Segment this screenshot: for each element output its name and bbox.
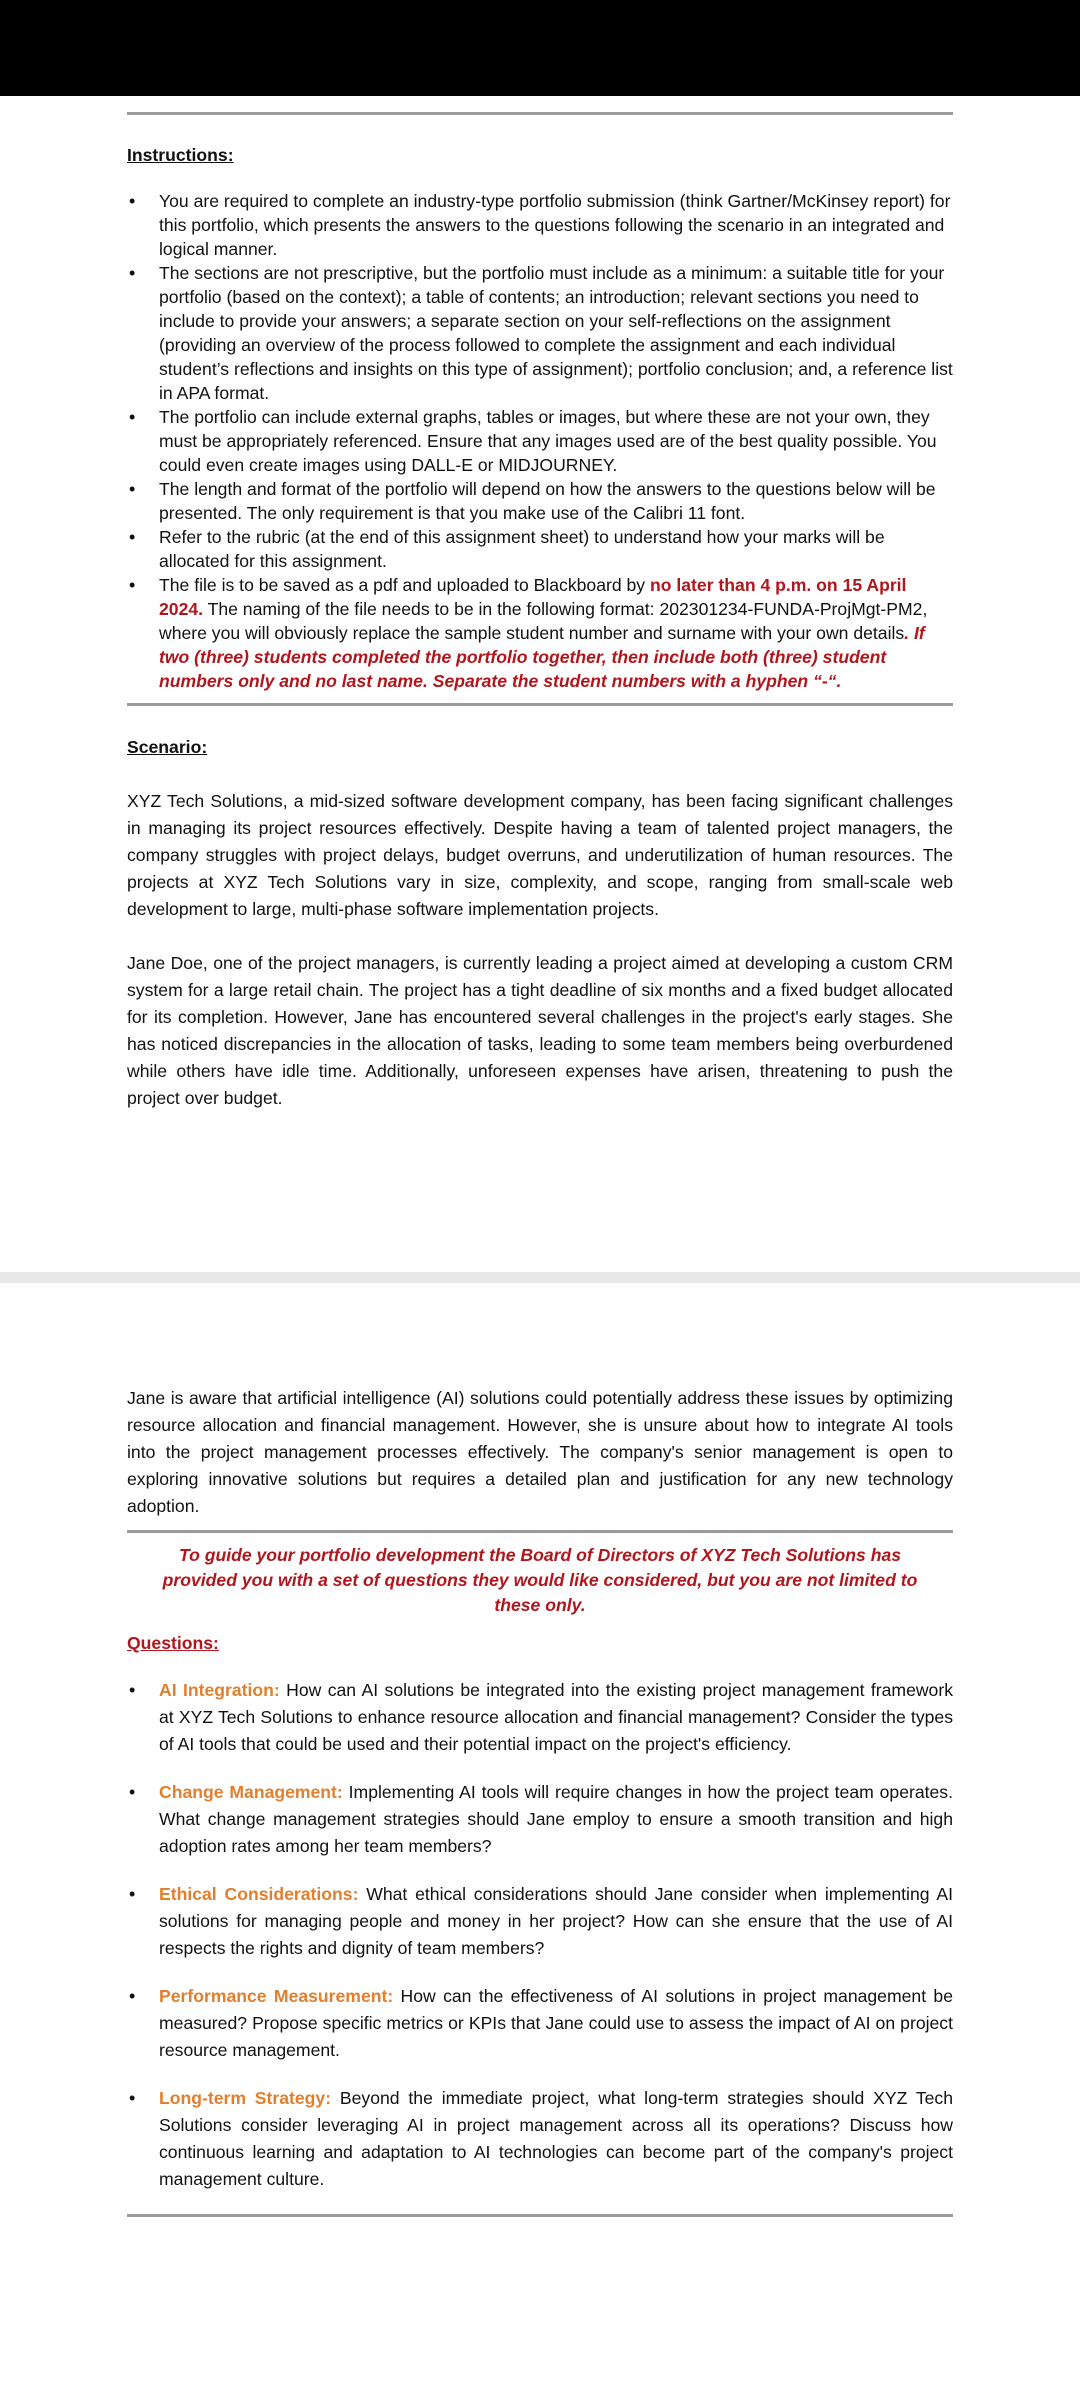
scenario-paragraph: Jane is aware that artificial intelligence (AI) solutions could potentially address these issues by optimizing resource allocation and financial management. However, she is unsure about how to integrate AI tools into the project management processes effectively. The company's senior management is open to exploring innovative solutions but requires a detailed plan and justification for any new technology adoption. [127, 1388, 953, 1516]
page-separator [0, 1272, 1080, 1283]
group-submission-note: If two (three) students completed the portfolio together, then include both (three) student numbers only and no last name. Separate the student numbers with a hyphen “-“. [159, 623, 925, 691]
question-label: Performance Measurement: [159, 1986, 394, 2006]
question-item: • Performance Measurement: How can the effectiveness of AI solutions in project management be measured? Propose specific metrics or KPIs that Jane could use to assess the impact of AI on project resource management. [127, 1983, 953, 2064]
question-label: AI Integration: [159, 1680, 280, 1700]
divider-guidance [127, 1530, 953, 1533]
divider-bottom [127, 2214, 953, 2217]
scenario-paragraph: XYZ Tech Solutions, a mid-sized software development company, has been facing significant challenges in managing its project resources effectively. Despite having a team of talented project managers, the company struggles with project delays, budget overruns, and underutilization of human resources. The projects at XYZ Tech Solutions vary in size, complexity, and scope, ranging from small-scale web development to large, multi-phase software implementation projects. [127, 791, 953, 919]
instructions-list [127, 189, 953, 693]
question-item: • Long-term Strategy: Beyond the immediate project, what long-term strategies should XYZ Tech Solutions consider leveraging AI in project management across all its operations? Discuss how continuous learning and adaptation to AI technologies can become part of the company's project management culture. [127, 2085, 953, 2193]
questions-list [127, 1677, 953, 2193]
deadline-text: no later than 4 p.m. on 15 April 2024. [159, 575, 907, 619]
list-item: • You are required to complete an industry-type portfolio submission (think Gartner/McKinsey report) for this portfolio, which presents the answers to the questions following the scenario in an integrated and logical manner. [127, 189, 953, 261]
list-item: • The sections are not prescriptive, but the portfolio must include as a minimum: a suitable title for your portfolio (based on the context); a table of contents; an introduction; relevant sections you need to include to provide your answers; a separate section on your self-reflections on the assignment (providing an overview of the process followed to complete the assignment and each individual student’s reflections and insights on this type of assignment); portfolio conclusion; and, a reference list in APA format. [127, 261, 953, 405]
list-item: • The portfolio can include external graphs, tables or images, but where these are not your own, they must be appropriately referenced. Ensure that any images used are of the best quality possible. You could even create images using DALL-E or MIDJOURNEY. [127, 405, 953, 477]
question-label: Long-term Strategy: [159, 2088, 332, 2108]
list-item-file-submission: • The file is to be saved as a pdf and uploaded to Blackboard by no later than 4 p.m. on 15 April 2024. The naming of the file needs to be in the following format: 202301234-FUNDA-ProjMgt-PM2, where you will obviously replace the sample student number and surname with your own details. If two (three) students completed the portfolio together, then include both (three) student numbers only and no last name. Separate the student numbers with a hyphen “-“. [127, 573, 953, 693]
scenario-heading: Scenario: [127, 737, 208, 757]
list-item: • The length and format of the portfolio will depend on how the answers to the questions below will be presented. The only requirement is that you make use of the Calibri 11 font. [127, 477, 953, 525]
scenario-paragraph: Jane Doe, one of the project managers, is currently leading a project aimed at developing a custom CRM system for a large retail chain. The project has a tight deadline of six months and a fixed budget allocated for its completion. However, Jane has encountered several challenges in the project's early stages. She has noticed discrepancies in the allocation of tasks, leading to some team members being overburdened while others have idle time. Additionally, unforeseen expenses have arisen, threatening to push the project over budget. [127, 953, 953, 1108]
list-item: • Refer to the rubric (at the end of this assignment sheet) to understand how your marks will be allocated for this assignment. [127, 525, 953, 573]
question-label: Ethical Considerations: [159, 1884, 359, 1904]
question-label: Change Management: [159, 1782, 343, 1802]
guidance-note: To guide your portfolio development the Board of Directors of XYZ Tech Solutions has provided you with a set of questions they would like considered, but you are not limited to these only. [162, 1545, 918, 1615]
divider-middle [127, 703, 953, 706]
question-item: • Ethical Considerations: What ethical considerations should Jane consider when implementing AI solutions for managing people and money in her project? How can she ensure that the use of AI respects the rights and dignity of team members? [127, 1881, 953, 1962]
divider-top [127, 112, 953, 115]
question-item: • Change Management: Implementing AI tools will require changes in how the project team operates. What change management strategies should Jane employ to ensure a smooth transition and high adoption rates among her team members? [127, 1779, 953, 1860]
question-item: • AI Integration: How can AI solutions be integrated into the existing project management framework at XYZ Tech Solutions to enhance resource allocation and financial management? Consider the types of AI tools that could be used and their potential impact on the project's efficiency. [127, 1677, 953, 1758]
document-page-2 [127, 1385, 953, 2217]
questions-heading: Questions: [127, 1633, 219, 1653]
instructions-heading: Instructions: [127, 145, 234, 165]
document-page-1 [127, 96, 953, 1112]
top-black-bar [0, 0, 1080, 96]
